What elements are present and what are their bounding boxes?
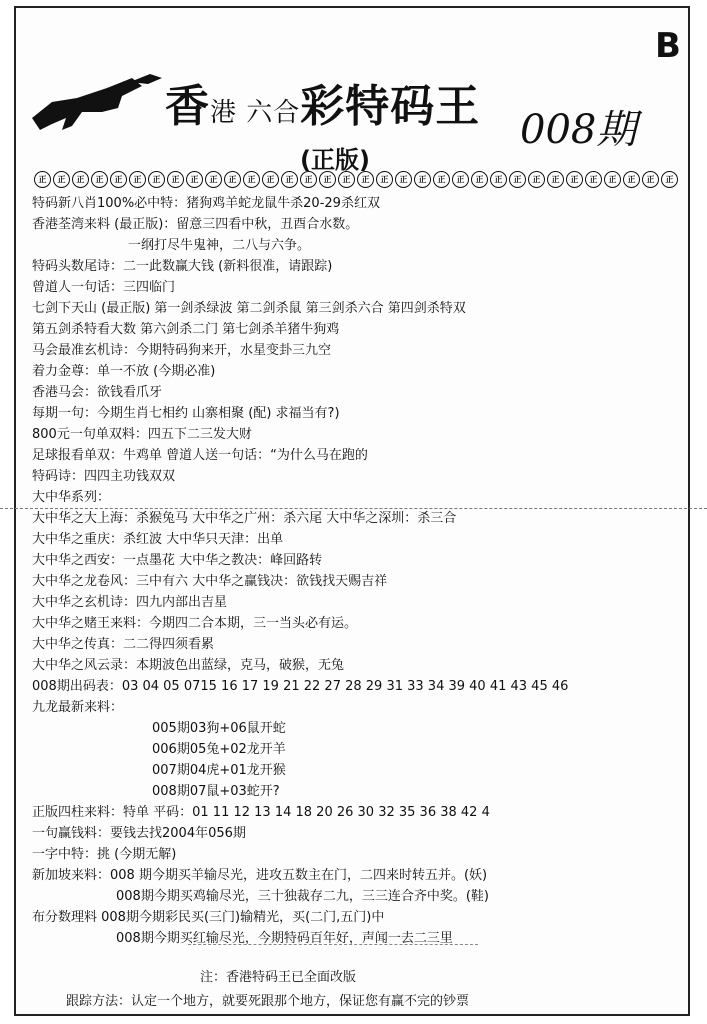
zheng-badge-icon: 正 [243,171,260,188]
zheng-badge-icon: 正 [91,171,108,188]
line-5: 曾道人一句话：三四临门 [32,280,176,295]
line-18: 大中华之西安：一点墨花 大中华之教决：峰回路转 [32,553,323,568]
zheng-badge-icon: 正 [414,171,431,188]
line-24: 008期出码表：03 04 05 0715 16 17 19 21 22 27 28 29 31 33 34 39 40 41 43 45 46 [32,679,569,694]
line-26: 005期03狗+06鼠开蛇 [152,721,286,736]
zheng-badge-icon: 正 [566,171,583,188]
zheng-badge-icon: 正 [72,171,89,188]
zheng-badge-icon: 正 [262,171,279,188]
line-29: 008期07鼠+03蛇开? [152,784,280,799]
zheng-badge-icon: 正 [110,171,127,188]
line-28: 007期04虎+01龙开猴 [152,763,286,778]
zheng-badge-icon: 正 [167,171,184,188]
line-4: 特码头数尾诗：二一此数赢大钱 (新料很准，请跟踪) [32,259,333,274]
zheng-badge-icon: 正 [281,171,298,188]
line-31: 一句赢钱料：要钱去找2004年056期 [32,826,246,841]
line-17: 大中华之重庆：杀红波 大中华只天津：出单 [32,532,284,547]
zheng-badge-icon: 正 [604,171,621,188]
line-11: 每期一句：今期生肖七相约 山寨相聚 (配) 求福当有?) [32,406,340,421]
page-title: 香港 六合彩特码王 [165,81,481,132]
line-20: 大中华之玄机诗：四九内部出吉星 [32,595,228,610]
zheng-badge-icon: 正 [509,171,526,188]
zheng-badge-icon: 正 [661,171,678,188]
zheng-badge-icon: 正 [357,171,374,188]
zheng-badge-icon: 正 [547,171,564,188]
zheng-badge-icon: 正 [471,171,488,188]
zheng-badge-icon: 正 [433,171,450,188]
zheng-badge-icon: 正 [376,171,393,188]
zheng-badge-icon: 正 [129,171,146,188]
zheng-badge-icon: 正 [528,171,545,188]
zheng-badge-icon: 正 [186,171,203,188]
zheng-badge-icon: 正 [148,171,165,188]
line-14: 特码诗：四四主功钱双双 [32,469,176,484]
line-3: 一纲打尽牛鬼神，二八与六争。 [128,238,311,253]
badge-row [34,171,678,188]
zheng-badge-icon: 正 [319,171,336,188]
line-7: 第五剑杀特看大数 第六剑杀二门 第七剑杀羊猪牛狗鸡 [32,322,340,337]
line-1: 特码新八肖100%必中特：猪狗鸡羊蛇龙鼠牛杀20-29杀红双 [32,196,380,211]
line-16: 大中华之大上海：杀猴兔马 大中华之广州：杀六尾 大中华之深圳：杀三合 [32,511,457,526]
zheng-badge-icon: 正 [395,171,412,188]
line-9: 着力金尊：单一不放 (今期必准) [32,364,216,379]
line-2: 香港荃湾来料 (最正版)：留意三四看中秋，丑酉合水数。 [32,217,359,232]
line-19: 大中华之龙卷风：三中有六 大中华之赢钱决：欲钱找天赐吉祥 [32,574,388,589]
zheng-badge-icon: 正 [205,171,222,188]
zheng-badge-icon: 正 [338,171,355,188]
line-15: 大中华系列： [32,490,111,505]
issue-number: 008期 [520,107,637,153]
line-33: 新加坡来料：008 期今期买羊输尽光，进攻五数主在门，二四来时转五并。(妖) [32,868,488,883]
line-30: 正版四柱来料：特单 平码：01 11 12 13 14 18 20 26 30 32 35 36 38 42 4 [32,805,490,820]
line-32: 一字中特：挑 (今期无解) [32,847,177,862]
line-35: 布分数理料 008期今期彩民买(三门)输精光，买(二门,五门)中 [32,910,385,925]
zheng-badge-icon: 正 [623,171,640,188]
line-21: 大中华之赌王来料：今期四二合本期，三一当头必有运。 [32,616,358,631]
line-6: 七剑下天山 (最正版) 第一剑杀绿波 第二剑杀鼠 第三剑杀六合 第四剑杀特双 [32,301,466,316]
line-10: 香港马会：欲钱看爪牙 [32,385,163,400]
line-12: 800元一句单双料：四五下二三发大财 [32,427,252,442]
zheng-badge-icon: 正 [452,171,469,188]
zheng-badge-icon: 正 [642,171,659,188]
faded-line [188,930,478,945]
line-25: 九龙最新来料： [32,700,124,715]
line-27: 006期05兔+02龙开羊 [152,742,286,757]
edition-label: (正版) [300,146,370,174]
zheng-badge-icon: 正 [490,171,507,188]
corner-letter: B [655,26,681,66]
line-34: 008期今期买鸡输尽光，三十独裁存二九，三三连合齐中奖。(鞋) [116,889,489,904]
zheng-badge-icon: 正 [53,171,70,188]
zheng-badge-icon: 正 [300,171,317,188]
zheng-badge-icon: 正 [224,171,241,188]
footer-method: 跟踪方法：认定一个地方，就要死跟那个地方，保证您有赢不完的钞票 [66,994,470,1009]
footer-note: 注：香港特码王已全面改版 [200,970,357,985]
line-13: 足球报看单双：牛鸡单 曾道人送一句话：“为什么马在跑的 [32,448,368,463]
zheng-badge-icon: 正 [34,171,51,188]
line-22: 大中华之传真：二二得四须看累 [32,637,215,652]
main-content [32,193,672,949]
line-23: 大中华之风云录：本期波色出蓝绿，克马，破猴，无兔 [32,658,345,673]
horse-logo-icon [22,68,172,138]
line-8: 马会最准玄机诗：今期特码狗来开，水星变卦三九空 [32,343,332,358]
zheng-badge-icon: 正 [585,171,602,188]
line-36: 008期今期买红输尽光，今期特码百年好，声闻一去二三里 [116,931,453,946]
